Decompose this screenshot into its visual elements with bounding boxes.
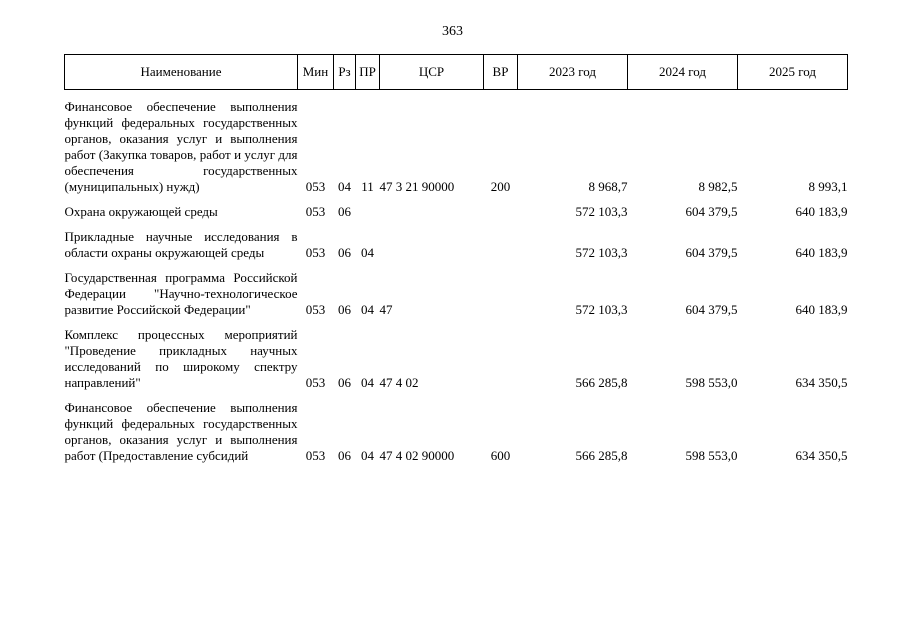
cell-min: 053	[305, 179, 326, 194]
budget-table	[64, 54, 848, 464]
cell-2024: 604 379,5	[685, 204, 738, 219]
cell-vr	[484, 270, 518, 318]
cell-2023: 566 285,8	[575, 448, 628, 463]
cell-pr: 04	[361, 302, 374, 317]
cell-csr	[380, 204, 484, 220]
cell-csr: 47 4 02	[379, 375, 419, 390]
cell-rz: 06	[338, 302, 351, 317]
cell-csr	[380, 229, 484, 261]
row-spacer	[65, 220, 848, 229]
cell-min: 053	[305, 245, 326, 260]
row-spacer-cell	[65, 195, 848, 204]
row-spacer	[65, 391, 848, 400]
cell-rz: 06	[338, 245, 351, 260]
cell-name: Комплекс процессных мероприятий "Проведение прикладных научных исследований по широкому спектру направлений"	[64, 327, 298, 390]
cell-rz: 06	[338, 204, 351, 219]
cell-2025: 634 350,5	[795, 375, 848, 390]
row-spacer	[65, 318, 848, 327]
col-header-2025: 2025 год	[738, 55, 848, 90]
cell-vr	[484, 327, 518, 391]
cell-name: Прикладные научные исследования в области охраны окружающей среды	[64, 229, 298, 260]
cell-name: Охрана окружающей среды	[64, 204, 218, 219]
col-header-name: Наименование	[65, 55, 298, 90]
cell-2023: 8 968,7	[588, 179, 628, 194]
cell-pr: 04	[361, 448, 374, 463]
table-header-row	[65, 55, 848, 90]
cell-2023: 572 103,3	[575, 204, 628, 219]
row-spacer-cell	[65, 391, 848, 400]
cell-pr: 04	[361, 245, 374, 260]
cell-vr: 200	[490, 179, 511, 194]
cell-2024: 598 553,0	[685, 375, 738, 390]
table-row	[65, 99, 848, 195]
col-header-csr: ЦСР	[380, 55, 484, 90]
cell-2024: 604 379,5	[685, 302, 738, 317]
cell-rz: 04	[338, 179, 351, 194]
cell-rz: 06	[338, 375, 351, 390]
cell-min: 053	[305, 302, 326, 317]
cell-2023: 566 285,8	[575, 375, 628, 390]
cell-2025: 640 183,9	[795, 204, 848, 219]
table-row	[65, 327, 848, 391]
cell-2023: 572 103,3	[575, 302, 628, 317]
cell-csr: 47 3 21 90000	[379, 179, 455, 194]
col-header-2024: 2024 год	[628, 55, 738, 90]
cell-pr	[356, 204, 380, 220]
cell-csr: 47 4 02 90000	[379, 448, 455, 463]
cell-2024: 598 553,0	[685, 448, 738, 463]
cell-2025: 8 993,1	[808, 179, 848, 194]
cell-2024: 604 379,5	[685, 245, 738, 260]
cell-name: Финансовое обеспечение выполнения функций федеральных государственных органов, оказания услуг и выполнения работ (Закупка товаров, работ и услуг для обеспечения государственных (муниципальных) нужд)	[64, 99, 298, 194]
col-header-pr: ПР	[356, 55, 380, 90]
col-header-min: Мин	[298, 55, 334, 90]
row-spacer-cell	[65, 318, 848, 327]
cell-vr	[484, 229, 518, 261]
cell-pr: 11	[361, 179, 374, 194]
table-row	[65, 400, 848, 464]
cell-min: 053	[305, 448, 326, 463]
table-row	[65, 204, 848, 220]
cell-2024: 8 982,5	[698, 179, 738, 194]
table-row	[65, 270, 848, 318]
row-spacer-cell	[65, 90, 848, 100]
table-row	[65, 229, 848, 261]
cell-2025: 634 350,5	[795, 448, 848, 463]
col-header-vr: ВР	[484, 55, 518, 90]
page-number: 363	[442, 24, 463, 39]
row-spacer	[65, 261, 848, 270]
row-spacer	[65, 90, 848, 100]
cell-name: Государственная программа Российской Федерации "Научно-технологическое развитие Российской Федерации"	[64, 270, 298, 317]
row-spacer	[65, 195, 848, 204]
cell-vr: 600	[490, 448, 511, 463]
col-header-2023: 2023 год	[518, 55, 628, 90]
cell-2025: 640 183,9	[795, 302, 848, 317]
cell-pr: 04	[361, 375, 374, 390]
cell-min: 053	[305, 204, 326, 219]
row-spacer-cell	[65, 261, 848, 270]
col-header-rz: Рз	[334, 55, 356, 90]
cell-2025: 640 183,9	[795, 245, 848, 260]
cell-vr	[484, 204, 518, 220]
row-spacer-cell	[65, 220, 848, 229]
cell-name: Финансовое обеспечение выполнения функций федеральных государственных органов, оказания услуг и выполнения работ (Предоставление субсидий	[64, 400, 298, 463]
cell-2023: 572 103,3	[575, 245, 628, 260]
cell-min: 053	[305, 375, 326, 390]
cell-csr: 47	[379, 302, 393, 317]
cell-rz: 06	[338, 448, 351, 463]
